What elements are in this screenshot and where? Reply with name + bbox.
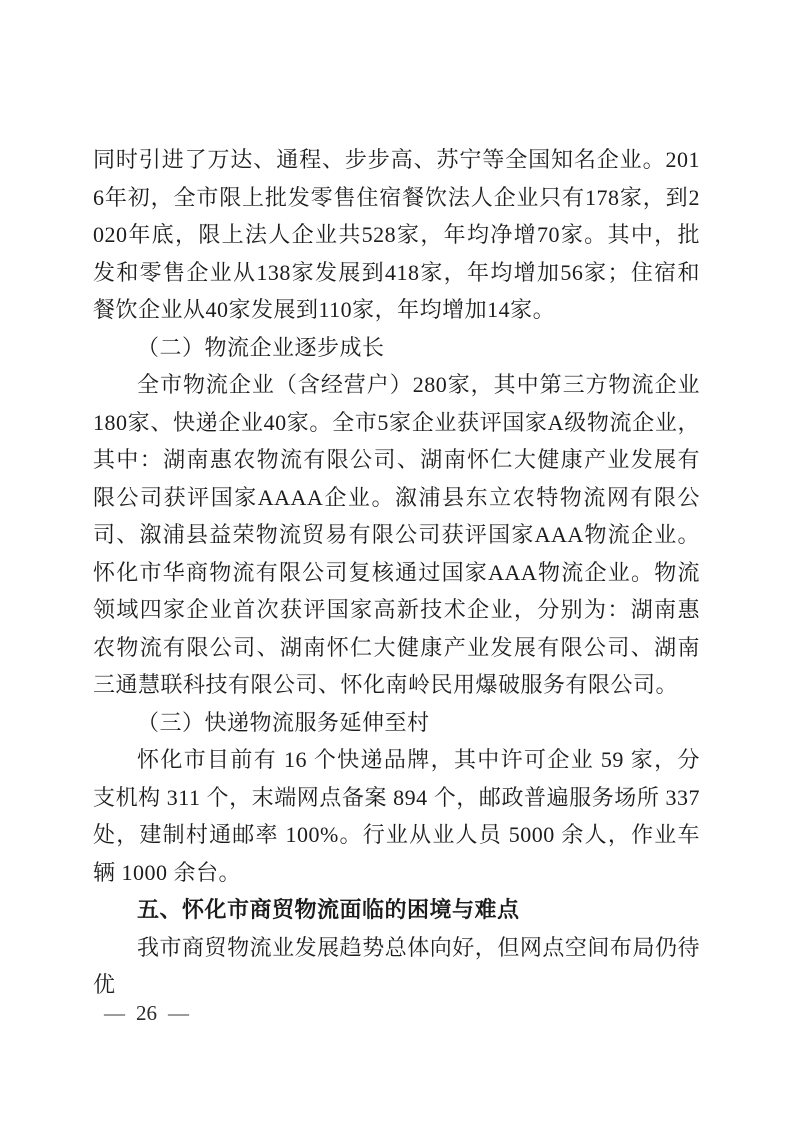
paragraph-logistics-enterprises-detail: 全市物流企业（含经营户）280家，其中第三方物流企业180家、快递企业40家。全市5家企业获评国家A级物流企业，其中：湖南惠农物流有限公司、湖南怀仁大健康产业发展有限公司获评国家AAAA企业。溆浦县东立农特物流网有限公司、溆浦县益荣物流贸易有限公司获评国家AAA物流企业。怀化市华商物流有限公司复核通过国家AAA物流企业。物流领域四家企业首次获评国家高新技术企业，分别为：湖南惠农物流有限公司、湖南怀仁大健康产业发展有限公司、湖南三通慧联科技有限公司、怀化南岭民用爆破服务有限公司。 bbox=[93, 372, 700, 697]
footer-dash-left: — bbox=[104, 1001, 125, 1025]
footer-dash-right: — bbox=[168, 1001, 189, 1025]
heading-section-2-logistics-enterprises-growing: （二）物流企业逐步成长 bbox=[137, 334, 385, 360]
page-body-text bbox=[93, 141, 700, 1004]
page-number: 26 bbox=[136, 1001, 157, 1025]
paragraph-retail-enterprise-growth: 同时引进了万达、通程、步步高、苏宁等全国知名企业。2016年初，全市限上批发零售住宿餐饮法人企业只有178家，到2020年底，限上法人企业共528家，年均净增70家。其中，批发和零售企业从138家发展到418家，年均增加56家；住宿和餐饮企业从40家发展到110家，年均增加14家。 bbox=[93, 147, 700, 322]
heading-section-3-express-delivery-to-villages: （三）快递物流服务延伸至村 bbox=[137, 709, 430, 735]
paragraph-challenges-intro: 我市商贸物流业发展趋势总体向好，但网点空间布局仍待优 bbox=[93, 934, 700, 997]
paragraph-express-delivery-statistics: 怀化市目前有 16 个快递品牌，其中许可企业 59 家，分支机构 311 个，末端网点备案 894 个，邮政普遍服务场所 337 处，建制村通邮率 100%。行业从业人员 5000 余人，作业车辆 1000 余台。 bbox=[93, 747, 700, 885]
page-footer bbox=[104, 1001, 189, 1026]
heading-section-5-difficulties-and-challenges: 五、怀化市商贸物流面临的困境与难点 bbox=[137, 897, 520, 922]
